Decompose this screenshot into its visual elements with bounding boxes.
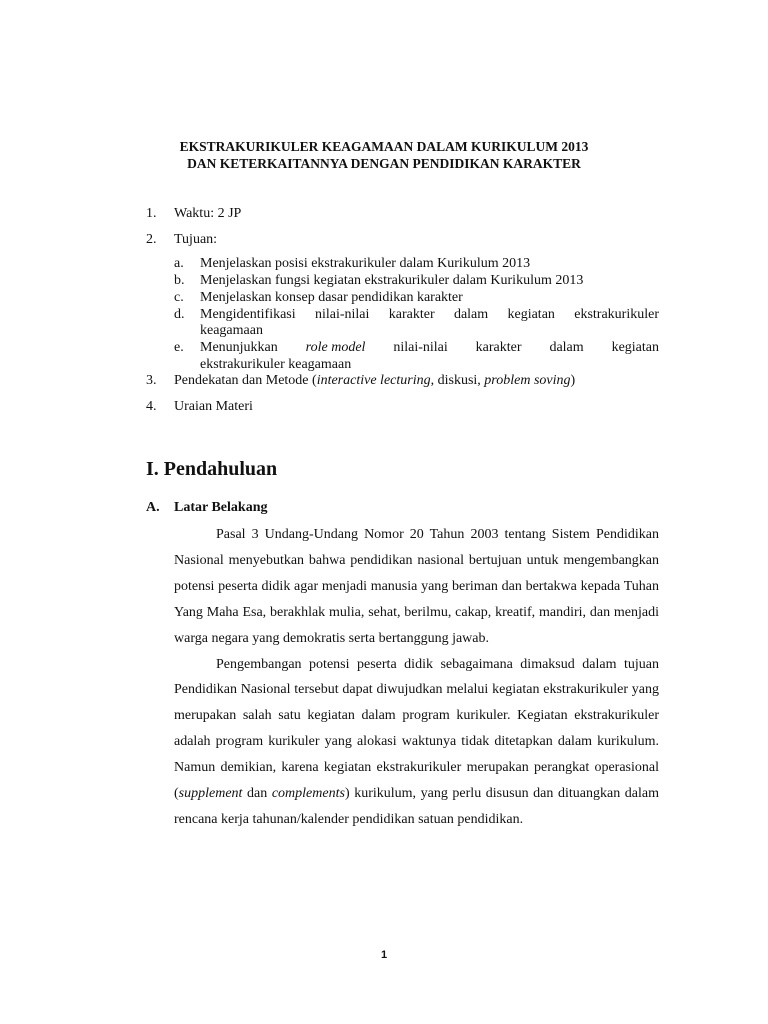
item-tujuan: Tujuan: [174, 232, 218, 247]
item-pendekatan: Pendekatan dan Metode (interactive lecturing, diskusi, problem soving) [174, 373, 576, 388]
item-number: 4. [146, 399, 157, 414]
objective-text-continued: keagamaan [200, 323, 263, 338]
objective-text: Menjelaskan fungsi kegiatan ekstrakurikuler dalam Kurikulum 2013 [200, 273, 584, 288]
item-uraian-materi: Uraian Materi [174, 399, 253, 414]
item-number: 2. [146, 232, 157, 247]
document-title-line-2: DAN KETERKAITANNYA DENGAN PENDIDIKAN KARAKTER [187, 156, 581, 171]
objective-text-continued: ekstrakurikuler keagamaan [200, 357, 352, 372]
objective-label: e. [174, 340, 184, 355]
objective-item [174, 272, 583, 289]
objective-label: c. [174, 290, 184, 305]
item-number: 3. [146, 373, 157, 388]
objective-label: d. [174, 307, 185, 322]
paragraph-2: Pengembangan potensi peserta didik sebagaimana dimaksud dalam tujuan Pendidikan Nasional tersebut dapat diwujudkan melalui kegiatan ekstrakurikuler yang merupakan salah satu kegiatan dalam program kurikuler. Kegiatan ekstrakurikuler adalah program kurikuler yang alokasi waktunya tidak ditetapkan dalam kurikulum. Namun demikian, karena kegiatan ekstrakurikuler merupakan perangkat operasional (supplement dan complements) kurikulum, yang perlu disusun dan dituangkan dalam rencana kerja tahunan/kalender pendidikan satuan pendidikan. [174, 656, 659, 827]
body-text [174, 522, 659, 833]
objective-item [174, 289, 463, 306]
objective-text: Menunjukkan role model nilai-nilai karakter dalam kegiatan [200, 340, 659, 355]
document-title-line-1: EKSTRAKURIKULER KEAGAMAAN DALAM KURIKULUM 2013 [179, 139, 589, 154]
item-waktu: Waktu: 2 JP [174, 206, 242, 221]
objective-label: a. [174, 256, 184, 271]
paragraph-1: Pasal 3 Undang-Undang Nomor 20 Tahun 2003 tentang Sistem Pendidikan Nasional menyebutkan bahwa pendidikan nasional bertujuan untuk mengembangkan potensi peserta didik agar menjadi manusia yang beriman dan bertakwa kepada Tuhan Yang Maha Esa, berakhlak mulia, sehat, berilmu, cakap, kreatif, mandiri, dan menjadi warga negara yang demokratis serta bertanggung jawab. [174, 527, 659, 646]
page-number: 1 [380, 949, 388, 961]
subsection-label: A. [146, 500, 160, 515]
item-number: 1. [146, 206, 157, 221]
objective-text: Menjelaskan posisi ekstrakurikuler dalam Kurikulum 2013 [200, 256, 531, 271]
objective-label: b. [174, 273, 185, 288]
subsection-heading: Latar Belakang [174, 500, 268, 515]
objective-text: Menjelaskan konsep dasar pendidikan karakter [200, 290, 463, 305]
section-heading: I. Pendahuluan [146, 458, 278, 480]
objective-text: Mengidentifikasi nilai-nilai karakter dalam kegiatan ekstrakurikuler [200, 307, 659, 322]
objective-item [174, 255, 530, 272]
